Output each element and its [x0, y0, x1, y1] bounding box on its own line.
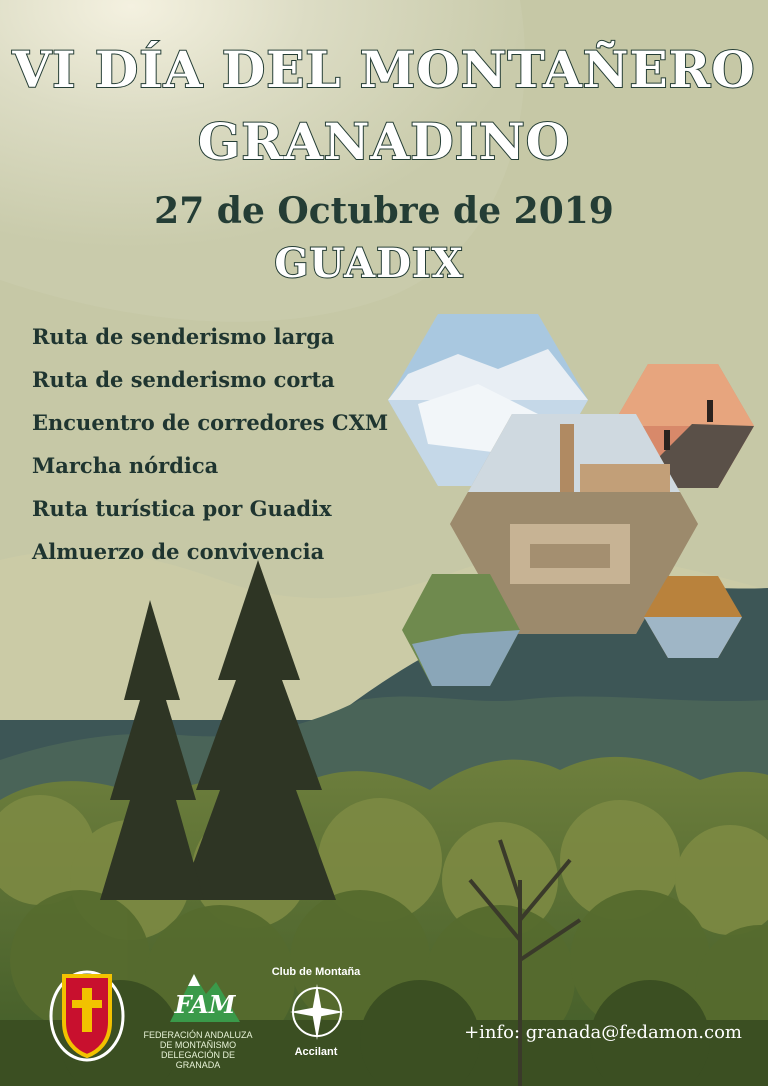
event-date: 27 de Octubre de 2019 — [154, 190, 614, 232]
activity-item: Ruta de senderismo corta — [32, 367, 335, 392]
activity-item: Ruta de senderismo larga — [32, 324, 335, 349]
guadix-coat-of-arms-logo — [48, 964, 126, 1064]
event-place: GUADIX — [274, 240, 464, 287]
club-logo-title: Club de Montaña — [271, 966, 361, 978]
contact-info: +info: granada@fedamon.com — [464, 1022, 742, 1043]
event-title-line-1: VI DÍA DEL MONTAÑERO — [12, 40, 756, 99]
activity-list — [32, 315, 388, 573]
activity-item: Ruta turística por Guadix — [32, 496, 332, 521]
autumn-river-photo — [644, 576, 742, 658]
fam-logo-word: FAM — [174, 990, 236, 1019]
activity-item: Encuentro de corredores CXM — [32, 410, 389, 435]
event-title-line-2: GRANADINO — [197, 112, 571, 171]
fam-logo-text: FEDERACIÓN ANDALUZA DE MONTAÑISMO DELEGACIÓN DE GRANADA — [143, 1030, 253, 1070]
compass-climber-icon — [288, 982, 346, 1044]
stream-photo — [402, 574, 520, 686]
club-logo-name: Accilant — [294, 1046, 338, 1058]
activity-item: Marcha nórdica — [32, 453, 219, 478]
activity-item: Almuerzo de convivencia — [32, 539, 325, 564]
